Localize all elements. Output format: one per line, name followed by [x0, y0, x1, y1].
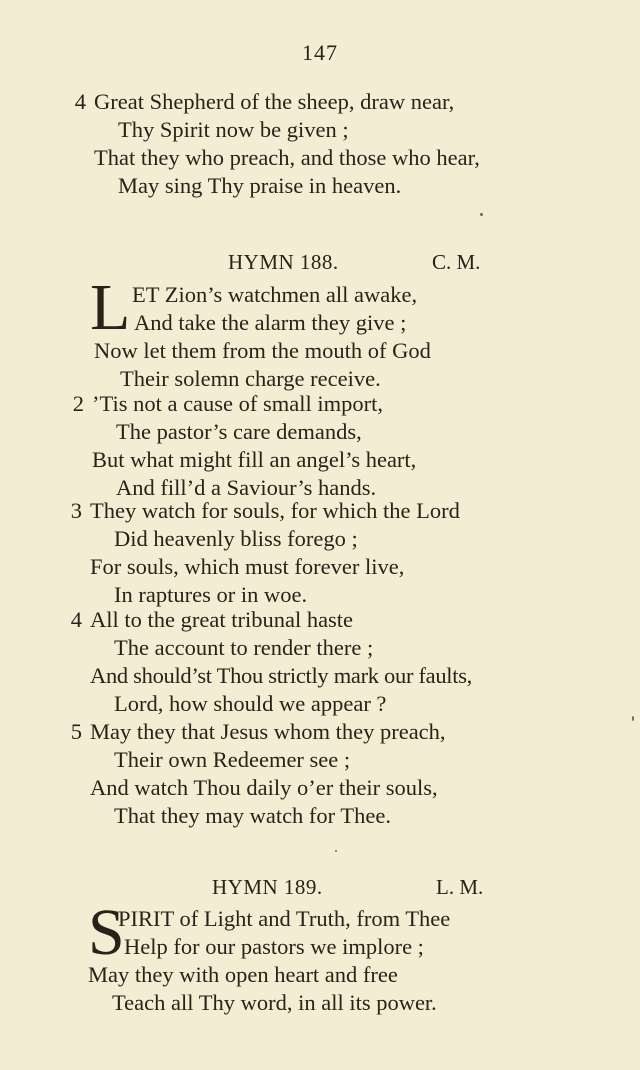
verse-line: And should’st Thou strictly mark our faults,: [90, 663, 472, 688]
verse-number: 2: [72, 391, 84, 416]
verse-line: Teach all Thy word, in all its power.: [112, 990, 437, 1015]
verse-line: In raptures or in woe.: [114, 582, 308, 607]
hymn-188-verse-1: [94, 281, 431, 393]
verse-line: That they may watch for Thee.: [114, 803, 391, 828]
hymn-189-title: HYMN 189.: [212, 875, 323, 899]
verse-line: Now let them from the mouth of God: [94, 338, 431, 363]
ink-speck: [335, 850, 337, 852]
hymn-188-title: HYMN 188.: [228, 250, 339, 274]
verse-line: May sing Thy praise in heaven.: [118, 173, 402, 198]
hymn-188-dropcap: L: [90, 271, 131, 344]
verse-line: All to the great tribunal haste: [90, 607, 354, 632]
ink-speck: [480, 213, 483, 216]
verse-line: The pastor’s care demands,: [116, 419, 362, 444]
ink-speck: [632, 716, 634, 721]
verse-line: Great Shepherd of the sheep, draw near,: [94, 89, 455, 114]
verse-line: Their solemn charge receive.: [120, 366, 381, 391]
hymn-188-meter: C. M.: [432, 250, 481, 274]
verse-line: ET Zion’s watchmen all awake,: [132, 282, 418, 307]
hymn-189-meter: L. M.: [436, 875, 484, 899]
verse-line: And fill’d a Saviour’s hands.: [116, 475, 377, 500]
verse-line: May they with open heart and free: [88, 962, 398, 987]
page-number: 147: [302, 40, 338, 65]
verse-number: 3: [70, 498, 82, 523]
verse-line: May they that Jesus whom they preach,: [90, 719, 446, 744]
verse-number: 4: [70, 607, 82, 632]
verse-line: And watch Thou daily o’er their souls,: [90, 775, 438, 800]
verse-line: PIRIT of Light and Truth, from Thee: [118, 906, 451, 931]
verse-line: Their own Redeemer see ;: [114, 747, 351, 772]
verse-line: Thy Spirit now be given ;: [118, 117, 349, 142]
verse-line: For souls, which must forever live,: [90, 554, 405, 579]
verse-number: 5: [70, 719, 82, 744]
verse-line: But what might fill an angel’s heart,: [92, 447, 417, 472]
verse-line: That they who preach, and those who hear,: [94, 145, 480, 170]
hymn-189-dropcap: S: [88, 896, 125, 969]
verse-line: And take the alarm they give ;: [134, 310, 407, 335]
verse-line: Lord, how should we appear ?: [114, 691, 387, 716]
hymn-189-verse-1: [88, 896, 451, 1017]
verse-line: ’Tis not a cause of small import,: [92, 391, 384, 416]
verse-line: The account to render there ;: [114, 635, 374, 660]
verse-number: 4: [74, 89, 86, 114]
verse-line: They watch for souls, for which the Lord: [90, 498, 460, 523]
verse-line: Help for our pastors we implore ;: [124, 934, 424, 959]
verse-line: Did heavenly bliss forego ;: [114, 526, 358, 551]
